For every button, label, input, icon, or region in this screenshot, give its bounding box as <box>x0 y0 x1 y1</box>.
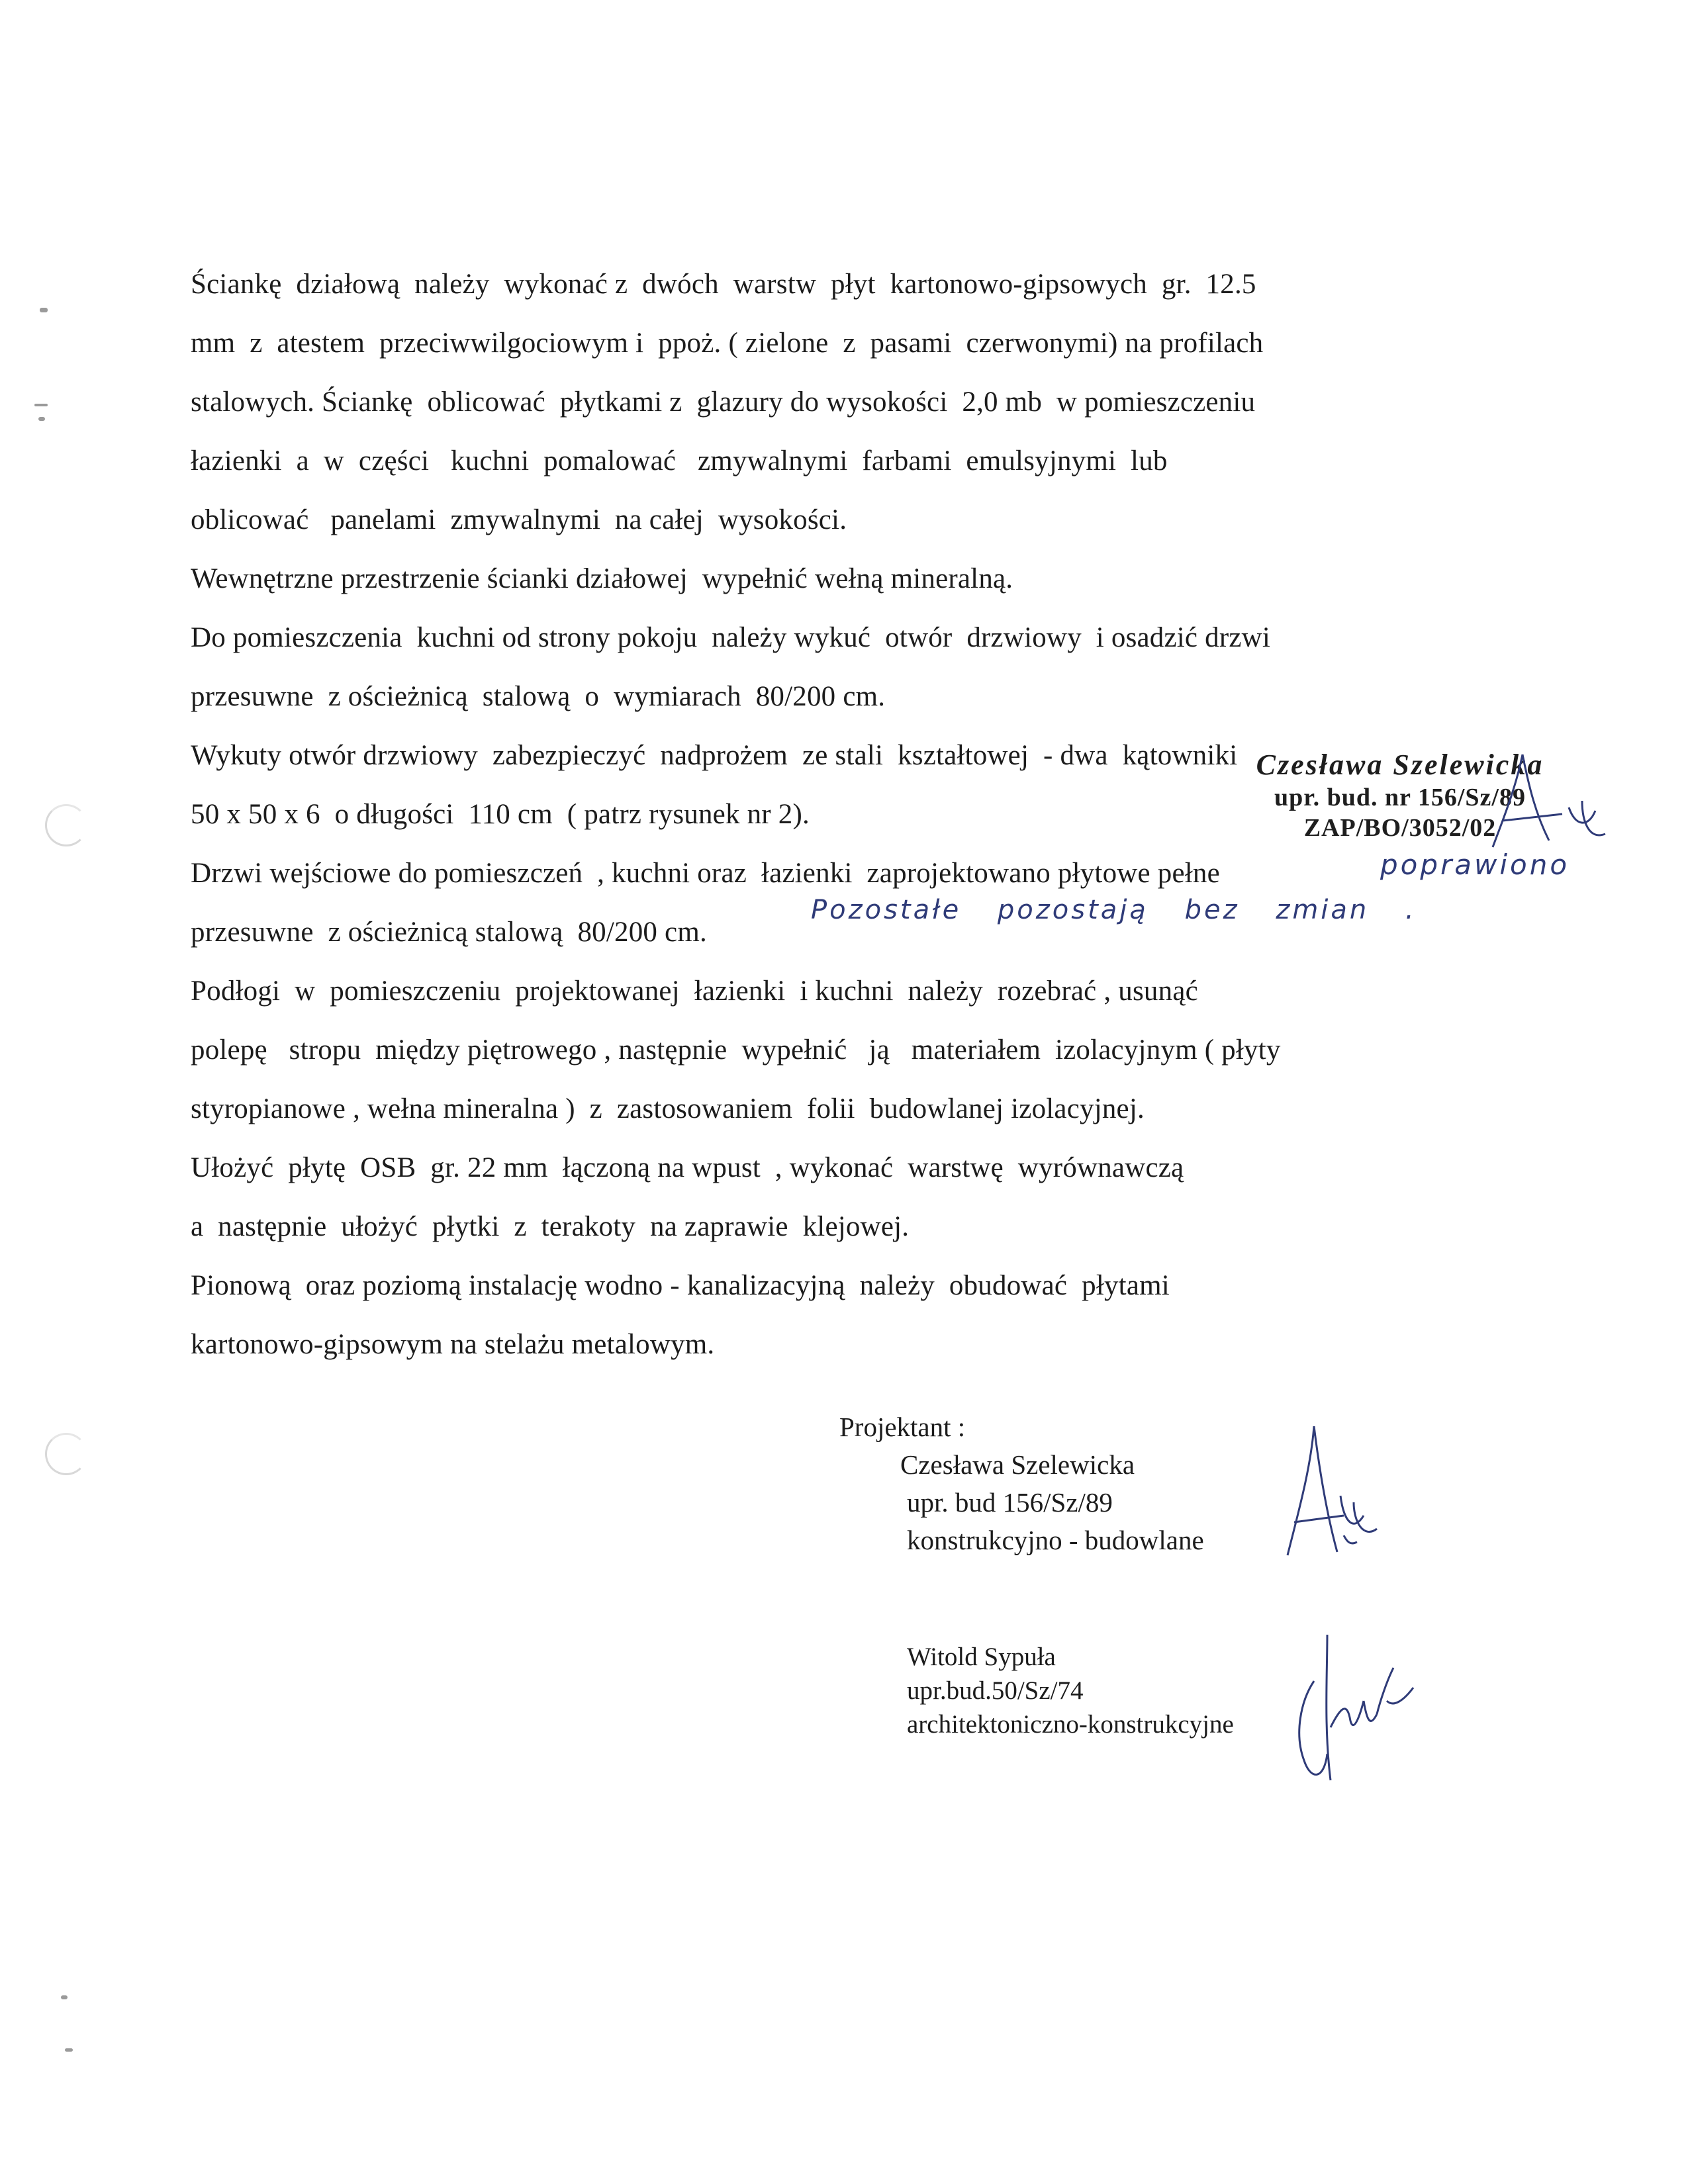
designer-heading: Projektant : <box>839 1412 966 1442</box>
body-line: łazienki a w części kuchni pomalować zmywalnymi farbami emulsyjnymi lub <box>191 445 1168 477</box>
designer-specialty: konstrukcyjno - budowlane <box>907 1525 1204 1555</box>
body-line: Podłogi w pomieszczeniu projektowanej łazienki i kuchni należy rozebrać , usunąć <box>191 976 1198 1007</box>
second-designer-block <box>907 1640 1234 1741</box>
scan-speck <box>34 404 48 406</box>
handwritten-correction: poprawiono <box>1380 848 1570 881</box>
punch-hole-top <box>45 804 87 846</box>
body-line: Ściankę działową należy wykonać z dwóch warstw płyt kartonowo-gipsowych gr. 12.5 <box>191 269 1256 300</box>
scan-speck <box>61 1995 68 1999</box>
designer-signature <box>1281 1423 1380 1569</box>
designer-license: upr. bud 156/Sz/89 <box>907 1487 1113 1518</box>
handwritten-note: Pozostałe pozostają bez zmian . <box>811 895 1417 925</box>
body-line: a następnie ułożyć płytki z terakoty na zaprawie klejowej. <box>191 1211 910 1242</box>
second-designer-license: upr.bud.50/Sz/74 <box>907 1676 1084 1705</box>
body-line: przesuwne z ościeżnicą stalową o wymiarach 80/200 cm. <box>191 681 886 712</box>
stamp-registry: ZAP/BO/3052/02 <box>1303 814 1497 842</box>
body-line: oblicować panelami zmywalnymi na całej wysokości. <box>191 504 847 535</box>
body-line: styropianowe , wełna mineralna ) z zastosowaniem folii budowlanej izolacyjnej. <box>191 1093 1145 1124</box>
body-line: Do pomieszczenia kuchni od strony pokoju należy wykuć otwór drzwiowy i osadzić drzwi <box>191 622 1271 653</box>
scan-speck <box>40 308 48 312</box>
designer-name: Czesława Szelewicka <box>900 1449 1135 1480</box>
body-line: mm z atestem przeciwwilgociowym i ppoż. ( zielone z pasami czerwonymi) na profilach <box>191 328 1264 359</box>
second-designer-name: Witold Sypuła <box>907 1643 1056 1671</box>
body-line: stalowych. Ściankę oblicować płytkami z glazury do wysokości 2,0 mb w pomieszczeniu <box>191 387 1256 418</box>
stamp-signature <box>1489 748 1609 854</box>
body-line: przesuwne z ościeżnicą stalową 80/200 cm. <box>191 917 707 948</box>
body-line: 50 x 50 x 6 o długości 110 cm ( patrz rysunek nr 2). <box>191 799 810 830</box>
body-line: kartonowo-gipsowym na stelażu metalowym. <box>191 1329 715 1360</box>
second-designer-signature <box>1288 1621 1420 1787</box>
body-line: Wewnętrzne przestrzenie ścianki działowej wypełnić wełną mineralną. <box>191 563 1013 594</box>
body-line: Wykuty otwór drzwiowy zabezpieczyć nadprożem ze stali kształtowej - dwa kątowniki <box>191 740 1238 771</box>
scan-speck <box>65 2048 73 2052</box>
designer-block <box>839 1408 1204 1559</box>
body-line: Ułożyć płytę OSB gr. 22 mm łączoną na wpust , wykonać warstwę wyrównawczą <box>191 1152 1184 1183</box>
body-line: polepę stropu między piętrowego , następnie wypełnić ją materiałem izolacyjnym ( płyty <box>191 1034 1281 1066</box>
stamp-license: upr. bud. nr 156/Sz/89 <box>1274 784 1526 811</box>
second-designer-specialty: architektoniczno-konstrukcyjne <box>907 1710 1234 1739</box>
body-line: Pionową oraz poziomą instalację wodno - kanalizacyjną należy obudować płytami <box>191 1270 1170 1301</box>
punch-hole-bottom <box>45 1433 87 1475</box>
body-line: Drzwi wejściowe do pomieszczeń , kuchni oraz łazienki zaprojektowano płytowe pełne <box>191 858 1220 889</box>
scan-speck <box>38 417 45 421</box>
stamp-name: Czesława Szelewicka <box>1256 749 1544 781</box>
